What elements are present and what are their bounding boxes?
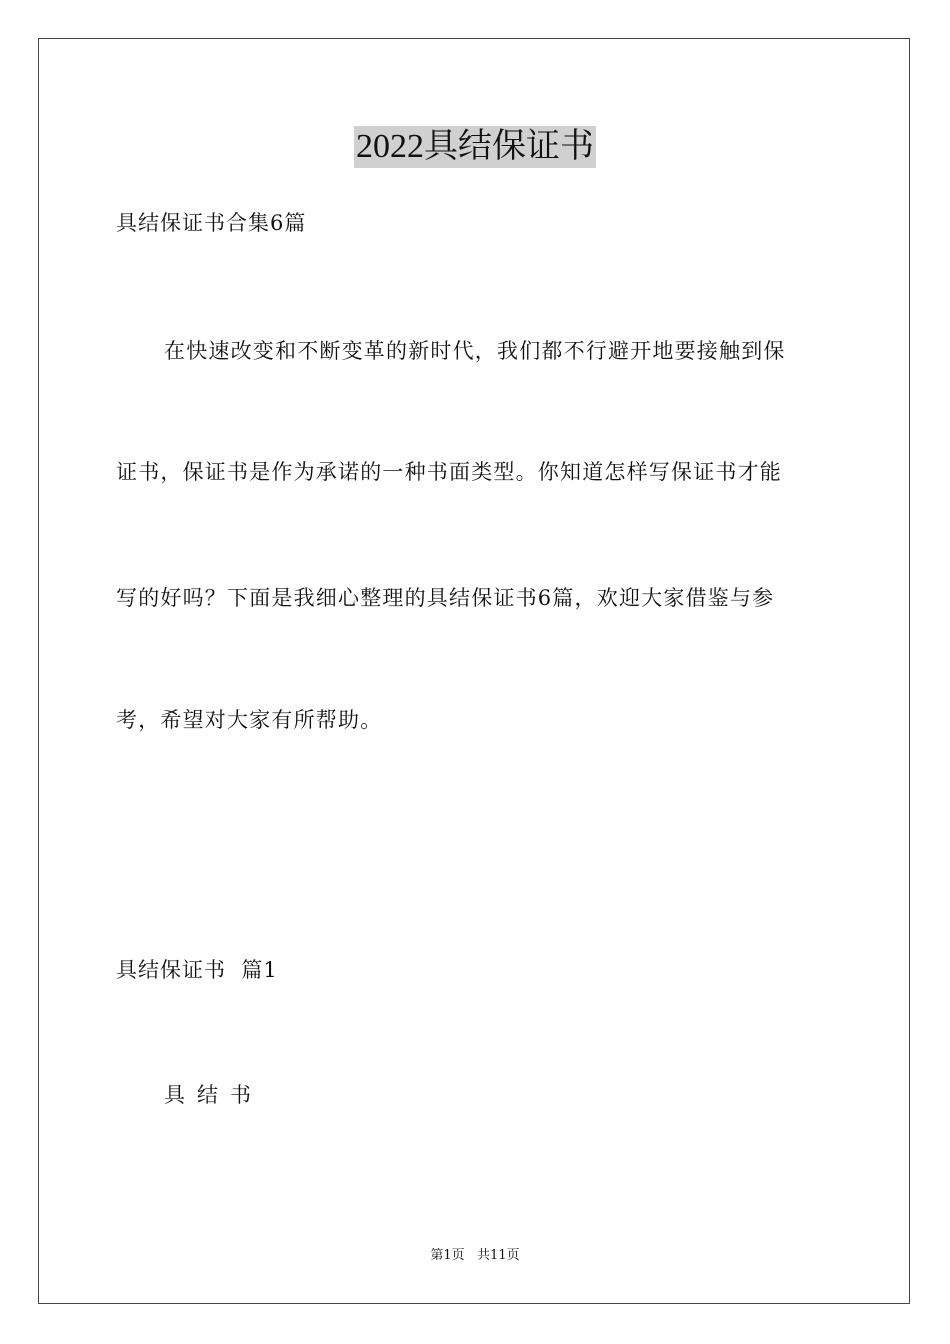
intro-line-1: 在快速改变和不断变革的新时代，我们都不行避开地要接触到保: [164, 339, 786, 363]
title-container: [0, 126, 950, 168]
document-subtitle: 具结保证书合集6篇: [116, 211, 307, 235]
section-heading: 具结保证书 篇1: [116, 958, 278, 982]
intro-line-4: 考，希望对大家有所帮助。: [116, 708, 383, 732]
document-title: 2022具结保证书: [354, 126, 596, 168]
intro-line-3: 写的好吗？下面是我细心整理的具结保证书6篇，欢迎大家借鉴与参: [116, 586, 775, 610]
page-footer: 第1页 共11页: [430, 1248, 520, 1263]
sub-heading: 具结书: [164, 1083, 263, 1107]
intro-line-2: 证书，保证书是作为承诺的一种书面类型。你知道怎样写保证书才能: [116, 460, 782, 484]
